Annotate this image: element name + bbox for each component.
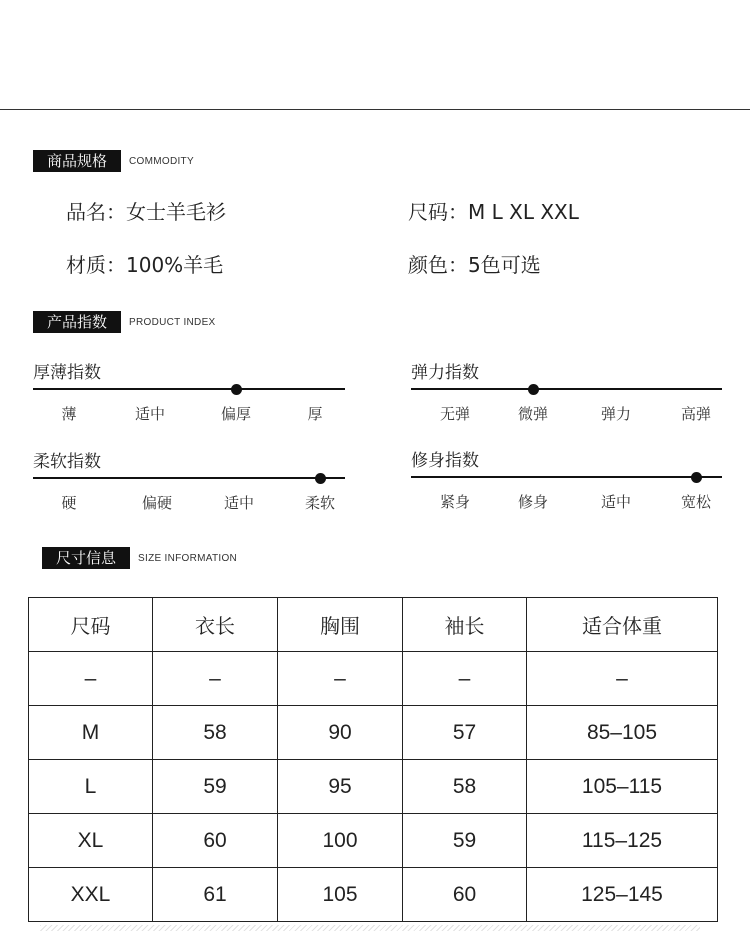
size-info-subtitle: SIZE INFORMATION [138, 552, 238, 564]
index-option: 紧身 [439, 493, 471, 511]
table-cell: 59 [403, 814, 527, 868]
index-option: 适中 [600, 493, 632, 511]
table-row [29, 652, 718, 706]
product-index-title: 产品指数 [33, 311, 121, 333]
table-cell: 60 [153, 814, 278, 868]
index-marker [691, 472, 702, 483]
table-header-cell: 袖长 [403, 598, 527, 652]
table-cell: XL [29, 814, 153, 868]
table-header-cell: 尺码 [29, 598, 153, 652]
product-index-section-label [33, 311, 216, 333]
index-option: 适中 [134, 405, 166, 423]
table-cell: – [278, 652, 403, 706]
size-table [28, 597, 718, 922]
index-option: 宽松 [680, 493, 712, 511]
index-option: 偏硬 [141, 494, 173, 512]
table-cell: – [403, 652, 527, 706]
table-row [29, 814, 718, 868]
index-option: 柔软 [304, 494, 336, 512]
table-row [29, 868, 718, 922]
table-cell: 61 [153, 868, 278, 922]
table-cell: – [29, 652, 153, 706]
index-option: 薄 [61, 405, 77, 423]
index-option: 微弹 [517, 405, 549, 423]
table-cell: XXL [29, 868, 153, 922]
size-info-title: 尺寸信息 [42, 547, 130, 569]
index-title: 柔软指数 [33, 452, 101, 472]
table-row [29, 760, 718, 814]
table-cell: 125–145 [527, 868, 718, 922]
top-divider [0, 109, 750, 110]
table-cell: 115–125 [527, 814, 718, 868]
table-cell: – [153, 652, 278, 706]
index-option: 适中 [223, 494, 255, 512]
index-option: 偏厚 [220, 405, 252, 423]
table-cell: 58 [403, 760, 527, 814]
index-marker [528, 384, 539, 395]
table-cell: 90 [278, 706, 403, 760]
decorative-stripe [40, 925, 700, 931]
table-header-row [29, 598, 718, 652]
table-row [29, 706, 718, 760]
table-cell: – [527, 652, 718, 706]
table-cell: M [29, 706, 153, 760]
table-header-cell: 衣长 [153, 598, 278, 652]
index-option: 厚 [307, 405, 323, 423]
product-sizes: 尺码：M L XL XXL [408, 200, 579, 224]
table-cell: 105–115 [527, 760, 718, 814]
table-cell: 85–105 [527, 706, 718, 760]
table-cell: 60 [403, 868, 527, 922]
commodity-subtitle: COMMODITY [129, 155, 194, 167]
product-index-subtitle: PRODUCT INDEX [129, 316, 216, 328]
index-option: 弹力 [600, 405, 632, 423]
table-header-cell: 胸围 [278, 598, 403, 652]
index-title: 弹力指数 [411, 363, 479, 383]
table-cell: 105 [278, 868, 403, 922]
table-header-cell: 适合体重 [527, 598, 718, 652]
commodity-section-label [33, 150, 194, 172]
index-track [33, 388, 345, 390]
product-name: 品名：女士羊毛衫 [66, 200, 226, 224]
index-track [411, 388, 722, 390]
table-cell: 59 [153, 760, 278, 814]
table-cell: 57 [403, 706, 527, 760]
index-track [33, 477, 345, 479]
index-option: 修身 [517, 493, 549, 511]
table-cell: 58 [153, 706, 278, 760]
product-material: 材质：100%羊毛 [66, 253, 224, 277]
index-option: 高弹 [680, 405, 712, 423]
index-track [411, 476, 722, 478]
index-option: 无弹 [439, 405, 471, 423]
product-colors: 颜色：5色可选 [408, 253, 541, 277]
table-cell: 100 [278, 814, 403, 868]
size-info-section-label [42, 547, 237, 569]
index-marker [231, 384, 242, 395]
table-cell: L [29, 760, 153, 814]
index-title: 修身指数 [411, 451, 479, 471]
table-cell: 95 [278, 760, 403, 814]
index-title: 厚薄指数 [33, 363, 101, 383]
index-option: 硬 [61, 494, 77, 512]
commodity-title: 商品规格 [33, 150, 121, 172]
index-marker [315, 473, 326, 484]
